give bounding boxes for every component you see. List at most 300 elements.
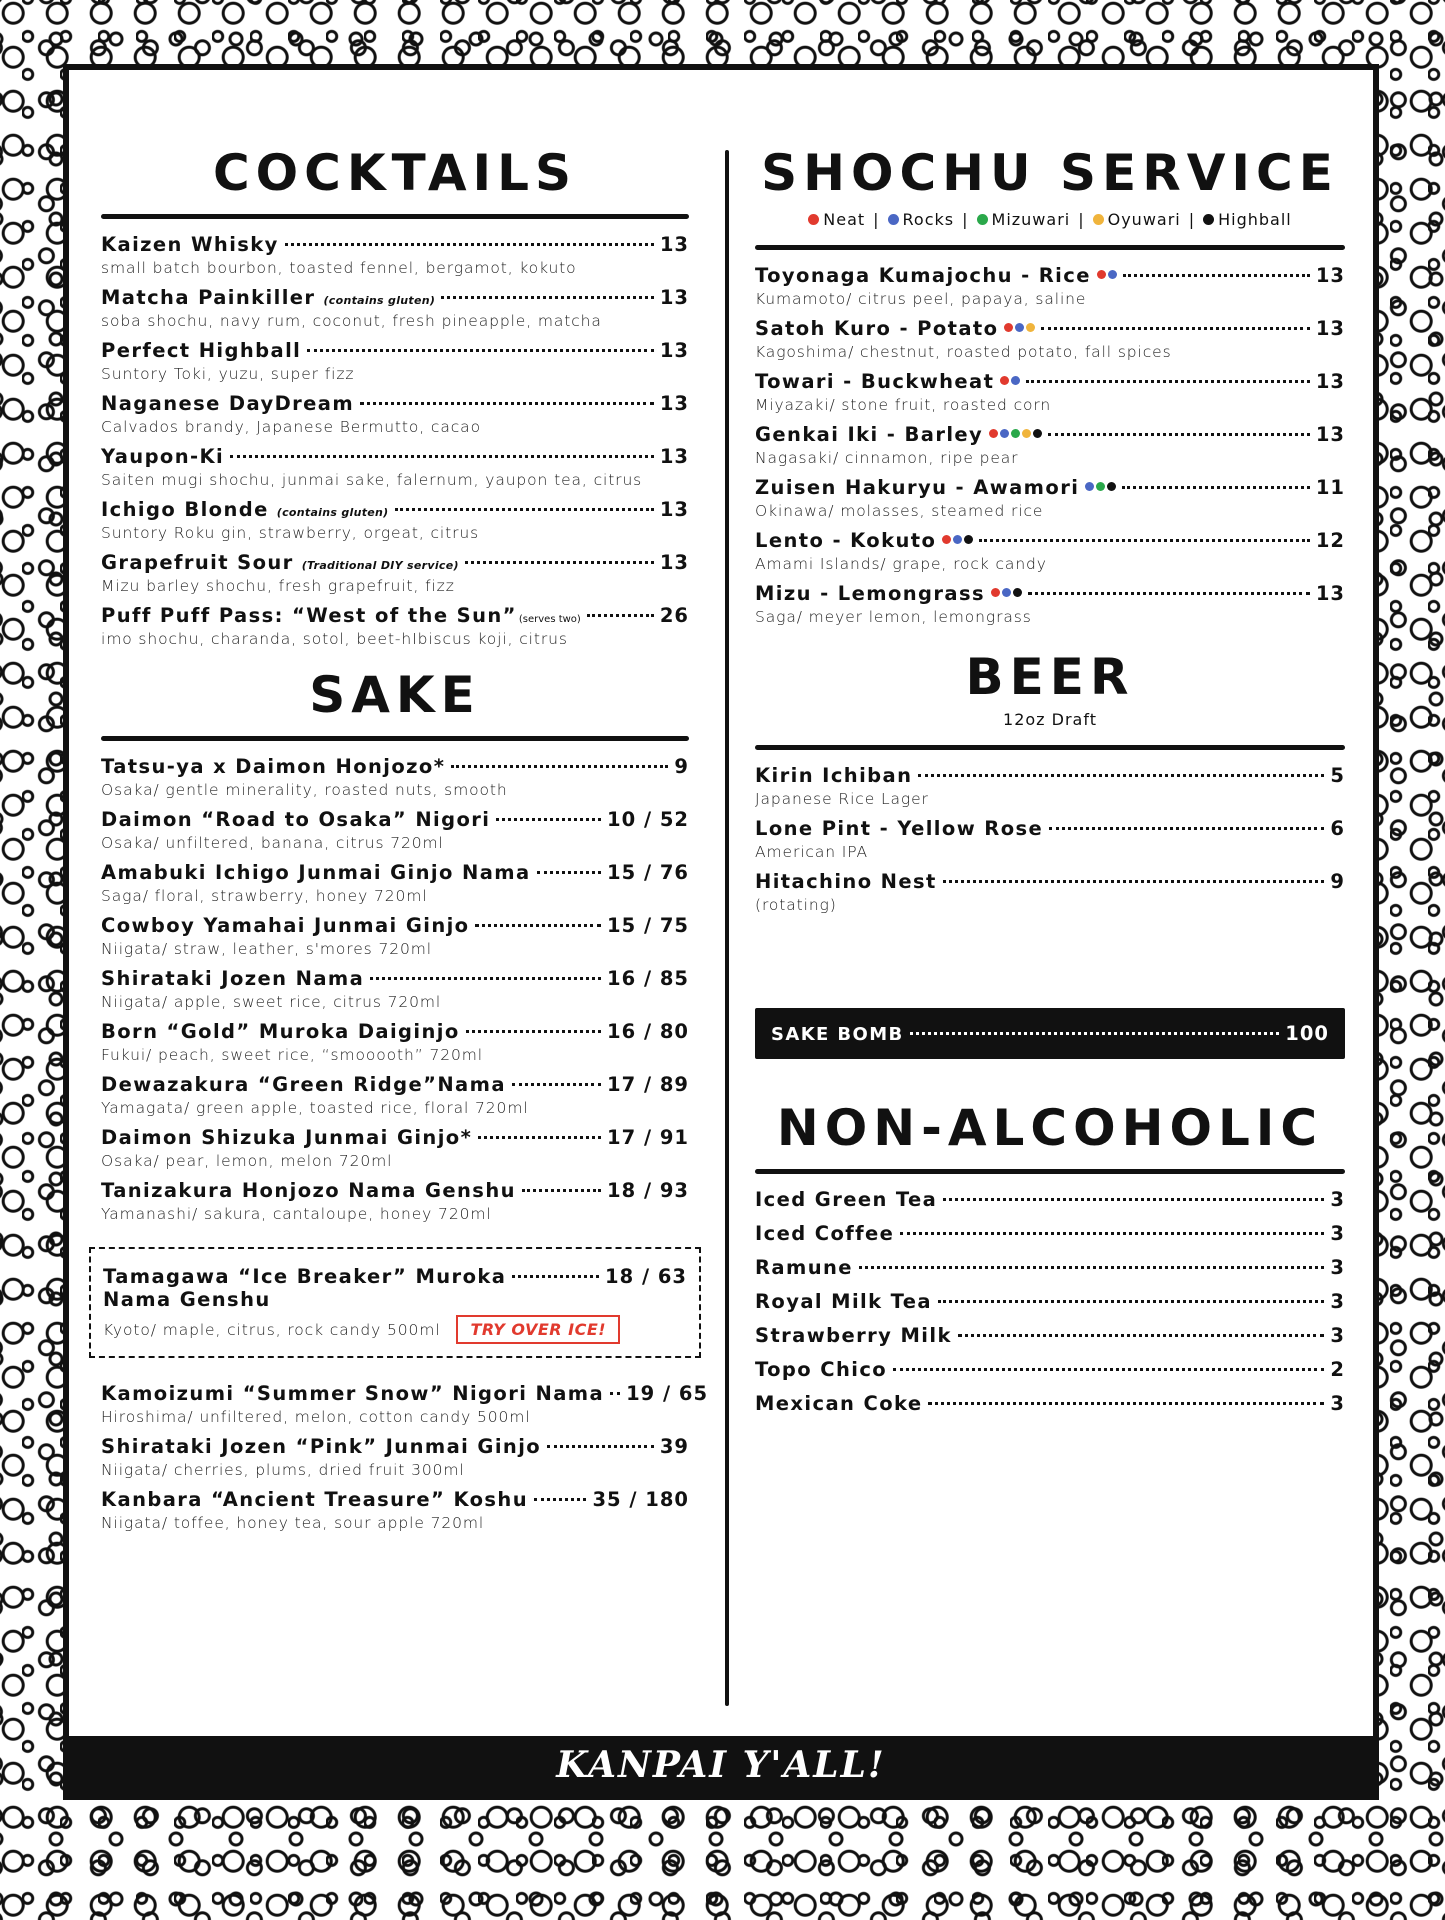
menu-item-desc: Mizu barley shochu, fresh grapefruit, fizz [101, 577, 455, 595]
menu-item-price: 3 [1330, 1222, 1345, 1245]
featured-sake-price: 18 / 63 [605, 1265, 687, 1288]
menu-item-line [755, 1358, 1345, 1381]
menu-item-price: 13 [1315, 264, 1345, 287]
menu-item-desc: Yamanashi/ sakura, cantaloupe, honey 720ml [101, 1205, 492, 1223]
menu-item-price: 13 [659, 392, 689, 415]
try-over-ice-badge: TRY OVER ICE! [456, 1315, 620, 1344]
menu-item-line [101, 808, 689, 831]
menu-item-desc: Calvados brandy, Japanese Bermutto, cacao [101, 418, 481, 436]
dot-leader [512, 1275, 599, 1278]
menu-item-line [755, 264, 1345, 287]
menu-item-name: Lone Pint - Yellow Rose [755, 817, 1044, 840]
dot-leader [522, 1189, 601, 1192]
menu-item-price: 15 / 76 [607, 861, 689, 884]
menu-item [755, 1256, 1345, 1279]
shochu-title: SHOCHU SERVICE [761, 144, 1339, 202]
featured-sake-name: Tamagawa “Ice Breaker” Muroka [103, 1265, 507, 1288]
menu-item-price: 2 [1330, 1358, 1345, 1381]
dot-leader [1028, 592, 1310, 595]
menu-item-desc: small batch bourbon, toasted fennel, bergamot, kokuto [101, 259, 577, 277]
dot-leader [307, 349, 654, 352]
dot-leader [395, 508, 654, 511]
menu-item-line [755, 476, 1345, 499]
menu-item-line [101, 1073, 689, 1096]
menu-item-price: 18 / 93 [607, 1179, 689, 1202]
menu-item-line [101, 392, 689, 415]
menu-item-price: 3 [1330, 1290, 1345, 1313]
menu-item-line [755, 870, 1345, 893]
menu-item-name: Satoh Kuro - Potato [755, 317, 999, 340]
menu-item-line [755, 1256, 1345, 1279]
menu-item-line [755, 370, 1345, 393]
dot-leader [943, 1198, 1324, 1201]
beer-list [755, 764, 1345, 914]
menu-item [755, 423, 1345, 467]
menu-item [101, 967, 689, 1011]
footer-text: KANPAI Y'ALL! [556, 1744, 886, 1786]
menu-item-desc: Osaka/ gentle minerality, roasted nuts, smooth [101, 781, 508, 799]
menu-item-price: 13 [659, 551, 689, 574]
menu-item [101, 1179, 689, 1223]
legend-label: Highball [1218, 210, 1292, 229]
dot-leader [534, 1498, 586, 1501]
dot-leader [465, 561, 654, 564]
menu-item-price: 39 [659, 1435, 689, 1458]
menu-item-name: Matcha Painkiller [101, 286, 316, 309]
menu-item [755, 1290, 1345, 1313]
menu-item-price: 13 [1315, 370, 1345, 393]
dot-leader [466, 1030, 601, 1033]
menu-item [101, 1382, 709, 1426]
menu-item [755, 264, 1345, 308]
menu-item-price: 3 [1330, 1188, 1345, 1211]
legend-dot-icon [888, 214, 899, 225]
menu-item-line [101, 1435, 689, 1458]
menu-item-price: 13 [659, 339, 689, 362]
dot-leader [893, 1368, 1324, 1371]
beer-subtitle: 12oz Draft [1003, 710, 1097, 729]
menu-item-name: Amabuki Ichigo Junmai Ginjo Nama [101, 861, 531, 884]
menu-item-desc: Fukui/ peach, sweet rice, “smooooth” 720ml [101, 1046, 483, 1064]
menu-item-serves: (serves two) [518, 614, 581, 625]
service-dot-icon [1011, 376, 1020, 385]
menu-item-price: 3 [1330, 1392, 1345, 1415]
menu-item-name: Hitachino Nest [755, 870, 937, 893]
featured-sake-desc: Kyoto/ maple, citrus, rock candy 500ml [103, 1320, 441, 1339]
non-alcoholic-rule [755, 1169, 1345, 1174]
dot-leader [918, 774, 1324, 777]
menu-item-price: 26 [659, 604, 689, 627]
menu-item [101, 604, 689, 648]
menu-item-price: 17 / 91 [607, 1126, 689, 1149]
footer-banner [69, 1736, 1373, 1794]
menu-item-desc: Niigata/ cherries, plums, dried fruit 300ml [101, 1461, 465, 1479]
menu-item-price: 13 [659, 286, 689, 309]
menu-item-desc: Suntory Roku gin, strawberry, orgeat, citrus [101, 524, 480, 542]
shochu-list [755, 264, 1345, 626]
menu-item-line [101, 1488, 689, 1511]
menu-item-desc: Osaka/ pear, lemon, melon 720ml [101, 1152, 393, 1170]
menu-item-name: Iced Green Tea [755, 1188, 938, 1211]
menu-item-line [101, 286, 689, 309]
service-dot-icon [1000, 376, 1009, 385]
service-dot-icon [991, 588, 1000, 597]
dot-leader [230, 455, 654, 458]
service-dot-icon [1004, 323, 1013, 332]
service-dot-icon [1015, 323, 1024, 332]
menu-item-tag: (contains gluten) [276, 506, 389, 519]
service-dot-icon [1096, 482, 1105, 491]
menu-item-desc: Niigata/ toffee, honey tea, sour apple 720ml [101, 1514, 485, 1532]
menu-item-name: Kanbara “Ancient Treasure” Koshu [101, 1488, 529, 1511]
menu-item-desc: American IPA [755, 843, 869, 861]
dot-leader [910, 1032, 1280, 1035]
menu-item-name: Born “Gold” Muroka Daiginjo [101, 1020, 460, 1043]
dot-leader [958, 1334, 1325, 1337]
menu-item-desc: Yamagata/ green apple, toasted rice, floral 720ml [101, 1099, 529, 1117]
menu-item [101, 339, 689, 383]
menu-item [755, 582, 1345, 626]
menu-item-name: Kirin Ichiban [755, 764, 913, 787]
service-dot-icon [989, 429, 998, 438]
shochu-rule [755, 245, 1345, 250]
menu-item [101, 1126, 689, 1170]
menu-item [755, 1188, 1345, 1211]
dot-leader [610, 1392, 620, 1395]
menu-item-name: Zuisen Hakuryu - Awamori [755, 476, 1080, 499]
menu-item-desc: Niigata/ straw, leather, s'mores 720ml [101, 940, 432, 958]
dot-leader [1026, 380, 1310, 383]
dot-leader [451, 765, 668, 768]
service-dot-icon [964, 535, 973, 544]
dot-leader [1049, 827, 1324, 830]
dot-leader [441, 296, 654, 299]
legend-separator: | [1188, 210, 1196, 229]
menu-item-name: Tanizakura Honjozo Nama Genshu [101, 1179, 516, 1202]
service-dot-icon [1108, 270, 1117, 279]
menu-item-line [755, 1324, 1345, 1347]
menu-item-line [755, 817, 1345, 840]
featured-sake-line [103, 1265, 687, 1288]
menu-item-price: 16 / 80 [607, 1020, 689, 1043]
menu-item [755, 370, 1345, 414]
menu-item-desc: Amami Islands/ grape, rock candy [755, 555, 1047, 573]
menu-item-name: Yaupon-Ki [101, 445, 225, 468]
menu-item-price: 13 [1315, 423, 1345, 446]
shochu-legend [755, 210, 1345, 229]
menu-item-desc: Japanese Rice Lager [755, 790, 929, 808]
service-dot-icon [1000, 429, 1009, 438]
menu-item-price: 12 [1315, 529, 1345, 552]
legend-label: Rocks [902, 210, 955, 229]
menu-item-desc: Hiroshima/ unfiltered, melon, cotton candy 500ml [101, 1408, 531, 1426]
menu-item-desc: Saga/ floral, strawberry, honey 720ml [101, 887, 428, 905]
menu-item-line [101, 445, 689, 468]
dot-leader [1041, 327, 1309, 330]
menu-item-line [755, 317, 1345, 340]
sake-bomb-price: 100 [1285, 1022, 1329, 1045]
dot-leader [979, 539, 1310, 542]
menu-item-price: 9 [674, 755, 689, 778]
sake-bomb-banner [755, 1008, 1345, 1059]
left-column [101, 144, 709, 1541]
menu-item-price: 3 [1330, 1256, 1345, 1279]
menu-item-name: Mizu - Lemongrass [755, 582, 985, 605]
legend-label: Mizuwari [991, 210, 1071, 229]
beer-rule [755, 745, 1345, 750]
menu-item-price: 35 / 180 [592, 1488, 689, 1511]
menu-item-tag: (Traditional DIY service) [301, 559, 459, 572]
menu-item-desc: Nagasaki/ cinnamon, ripe pear [755, 449, 1019, 467]
menu-item-price: 16 / 85 [607, 967, 689, 990]
menu-item-name: Toyonaga Kumajochu - Rice [755, 264, 1091, 287]
menu-item-name: Topo Chico [755, 1358, 888, 1381]
menu-item-price: 15 / 75 [607, 914, 689, 937]
menu-item [101, 914, 689, 958]
sake-list-after [101, 1382, 709, 1532]
menu-item [101, 445, 689, 489]
menu-item-name: Perfect Highball [101, 339, 302, 362]
menu-item [101, 233, 689, 277]
beer-section [755, 648, 1345, 914]
menu-item [755, 1358, 1345, 1381]
dot-leader [587, 614, 654, 617]
menu-item-price: 13 [659, 498, 689, 521]
menu-item [101, 861, 689, 905]
service-dots [1085, 482, 1116, 491]
menu-item-price: 6 [1330, 817, 1345, 840]
menu-item-line [101, 1020, 689, 1043]
dot-leader [512, 1083, 601, 1086]
dot-leader [370, 977, 601, 980]
service-dot-icon [1013, 588, 1022, 597]
menu-item-name: Cowboy Yamahai Junmai Ginjo [101, 914, 470, 937]
cocktails-title: COCKTAILS [212, 144, 578, 202]
featured-sake-name-line2: Nama Genshu [103, 1288, 271, 1311]
menu-item-name: Genkai Iki - Barley [755, 423, 984, 446]
menu-item [101, 286, 689, 330]
cocktails-list [101, 233, 689, 648]
dot-leader [285, 243, 654, 246]
service-dot-icon [1026, 323, 1035, 332]
menu-item-line [101, 498, 689, 521]
menu-panel [63, 64, 1379, 1800]
dot-leader [360, 402, 654, 405]
sake-title: SAKE [309, 666, 481, 724]
menu-item-name: Kamoizumi “Summer Snow” Nigori Nama [101, 1382, 605, 1405]
menu-item [755, 1324, 1345, 1347]
menu-item-line [755, 764, 1345, 787]
menu-item-price: 5 [1330, 764, 1345, 787]
service-dot-icon [1011, 429, 1020, 438]
service-dot-icon [953, 535, 962, 544]
service-dots [1004, 323, 1035, 332]
menu-item-name: Dewazakura “Green Ridge”Nama [101, 1073, 506, 1096]
menu-item-price: 13 [659, 445, 689, 468]
dot-leader [938, 1300, 1324, 1303]
menu-item-name: Daimon “Road to Osaka” Nigori [101, 808, 491, 831]
menu-item-line [101, 1382, 709, 1405]
menu-item-name: Mexican Coke [755, 1392, 923, 1415]
cocktails-section [101, 144, 689, 648]
menu-item-name: Shirataki Jozen Nama [101, 967, 365, 990]
menu-item-line [101, 1126, 689, 1149]
menu-item [755, 529, 1345, 573]
shochu-section [755, 144, 1345, 626]
menu-item-name: Iced Coffee [755, 1222, 895, 1245]
menu-item-desc: imo shochu, charanda, sotol, beet-hIbiscus koji, citrus [101, 630, 568, 648]
menu-item [101, 1488, 689, 1532]
sake-section [101, 666, 709, 1532]
menu-item [101, 808, 689, 852]
menu-item [101, 392, 689, 436]
service-dot-icon [1107, 482, 1116, 491]
menu-item [101, 1073, 689, 1117]
beer-title: BEER [965, 648, 1135, 706]
service-dots [991, 588, 1022, 597]
menu-item-name: Towari - Buckwheat [755, 370, 995, 393]
menu-item-name: Lento - Kokuto [755, 529, 937, 552]
menu-item [755, 1392, 1345, 1415]
menu-item-price: 13 [1315, 582, 1345, 605]
dot-leader [943, 880, 1325, 883]
menu-item-desc: Saiten mugi shochu, junmai sake, falernum, yaupon tea, citrus [101, 471, 643, 489]
service-dot-icon [1097, 270, 1106, 279]
legend-entry [977, 210, 1071, 229]
featured-sake-desc-row [103, 1315, 687, 1344]
menu-item [755, 317, 1345, 361]
legend-separator: | [962, 210, 969, 229]
non-alcoholic-section [755, 1099, 1345, 1415]
menu-item-desc: Suntory Toki, yuzu, super fizz [101, 365, 355, 383]
service-dot-icon [1002, 588, 1011, 597]
menu-item-name: Ichigo Blonde [101, 498, 269, 521]
menu-item [101, 1435, 689, 1479]
cocktails-rule [101, 214, 689, 219]
menu-item-line [755, 1392, 1345, 1415]
menu-item-line [755, 1222, 1345, 1245]
menu-item-line [755, 582, 1345, 605]
menu-item-name: Kaizen Whisky [101, 233, 279, 256]
menu-item-price: 19 / 65 [626, 1382, 709, 1405]
dot-leader [859, 1266, 1325, 1269]
legend-dot-icon [1203, 214, 1214, 225]
menu-item-line [101, 1179, 689, 1202]
legend-separator: | [873, 210, 880, 229]
menu-item-desc: Niigata/ apple, sweet rice, citrus 720ml [101, 993, 442, 1011]
dot-leader [547, 1445, 654, 1448]
legend-separator: | [1078, 210, 1085, 229]
menu-item-price: 13 [1315, 317, 1345, 340]
dot-leader [478, 1136, 601, 1139]
service-dots [989, 429, 1042, 438]
featured-sake-box [89, 1247, 701, 1358]
menu-item [755, 1222, 1345, 1245]
menu-item [755, 764, 1345, 808]
service-dots [942, 535, 973, 544]
menu-item-name: Grapefruit Sour [101, 551, 294, 574]
menu-item-name: Naganese DayDream [101, 392, 355, 415]
dot-leader [1123, 274, 1310, 277]
sake-rule [101, 736, 689, 741]
menu-item [101, 1020, 689, 1064]
menu-item [755, 817, 1345, 861]
menu-item [101, 498, 689, 542]
menu-item-price: 11 [1315, 476, 1345, 499]
menu-item-price: 3 [1330, 1324, 1345, 1347]
service-dot-icon [942, 535, 951, 544]
legend-dot-icon [808, 214, 819, 225]
service-dot-icon [1033, 429, 1042, 438]
menu-item-line [101, 914, 689, 937]
menu-item-name: Strawberry Milk [755, 1324, 952, 1347]
menu-item-price: 9 [1330, 870, 1345, 893]
dot-leader [900, 1232, 1324, 1235]
service-dot-icon [1085, 482, 1094, 491]
sake-list [101, 755, 689, 1223]
legend-entry [1093, 210, 1181, 229]
menu-item-desc: Saga/ meyer lemon, lemongrass [755, 608, 1032, 626]
menu-item-line [101, 755, 689, 778]
menu-item-line [101, 861, 689, 884]
menu-item-line [755, 423, 1345, 446]
dot-leader [475, 924, 601, 927]
menu-item [755, 476, 1345, 520]
menu-item-line [101, 551, 689, 574]
menu-item-price: 17 / 89 [607, 1073, 689, 1096]
legend-label: Oyuwari [1107, 210, 1181, 229]
sake-bomb-name: SAKE BOMB [771, 1024, 904, 1045]
menu-item-line [755, 1188, 1345, 1211]
non-alcoholic-list [755, 1188, 1345, 1415]
legend-entry [808, 210, 865, 229]
menu-item-line [101, 339, 689, 362]
non-alcoholic-title: NON-ALCOHOLIC [776, 1099, 1324, 1157]
dot-leader [496, 818, 601, 821]
menu-item-line [755, 1290, 1345, 1313]
service-dots [1000, 376, 1020, 385]
menu-item-price: 10 / 52 [607, 808, 689, 831]
menu-item-line [101, 604, 689, 627]
menu-item-tag: (contains gluten) [323, 294, 436, 307]
menu-item-desc: soba shochu, navy rum, coconut, fresh pineapple, matcha [101, 312, 602, 330]
menu-item [101, 755, 689, 799]
column-divider [725, 150, 729, 1706]
service-dots [1097, 270, 1117, 279]
menu-item-line [755, 529, 1345, 552]
menu-item-desc: Okinawa/ molasses, steamed rice [755, 502, 1044, 520]
menu-item-line [101, 967, 689, 990]
menu-item [755, 870, 1345, 914]
menu-item-desc: Miyazaki/ stone fruit, roasted corn [755, 396, 1052, 414]
dot-leader [537, 871, 601, 874]
dot-leader [1048, 433, 1310, 436]
legend-entry [888, 210, 955, 229]
legend-dot-icon [1093, 214, 1104, 225]
service-dot-icon [1022, 429, 1031, 438]
menu-item-desc: Kagoshima/ chestnut, roasted potato, fall spices [755, 343, 1172, 361]
right-column [755, 144, 1345, 1426]
legend-label: Neat [823, 210, 866, 229]
legend-entry [1203, 210, 1292, 229]
menu-item-desc: (rotating) [755, 896, 837, 914]
menu-item-desc: Osaka/ unfiltered, banana, citrus 720ml [101, 834, 444, 852]
menu-item-name: Ramune [755, 1256, 853, 1279]
menu-item-desc: Kumamoto/ citrus peel, papaya, saline [755, 290, 1087, 308]
dot-leader [1122, 486, 1310, 489]
menu-item-price: 13 [659, 233, 689, 256]
menu-item-name: Tatsu-ya x Daimon Honjozo* [101, 755, 446, 778]
